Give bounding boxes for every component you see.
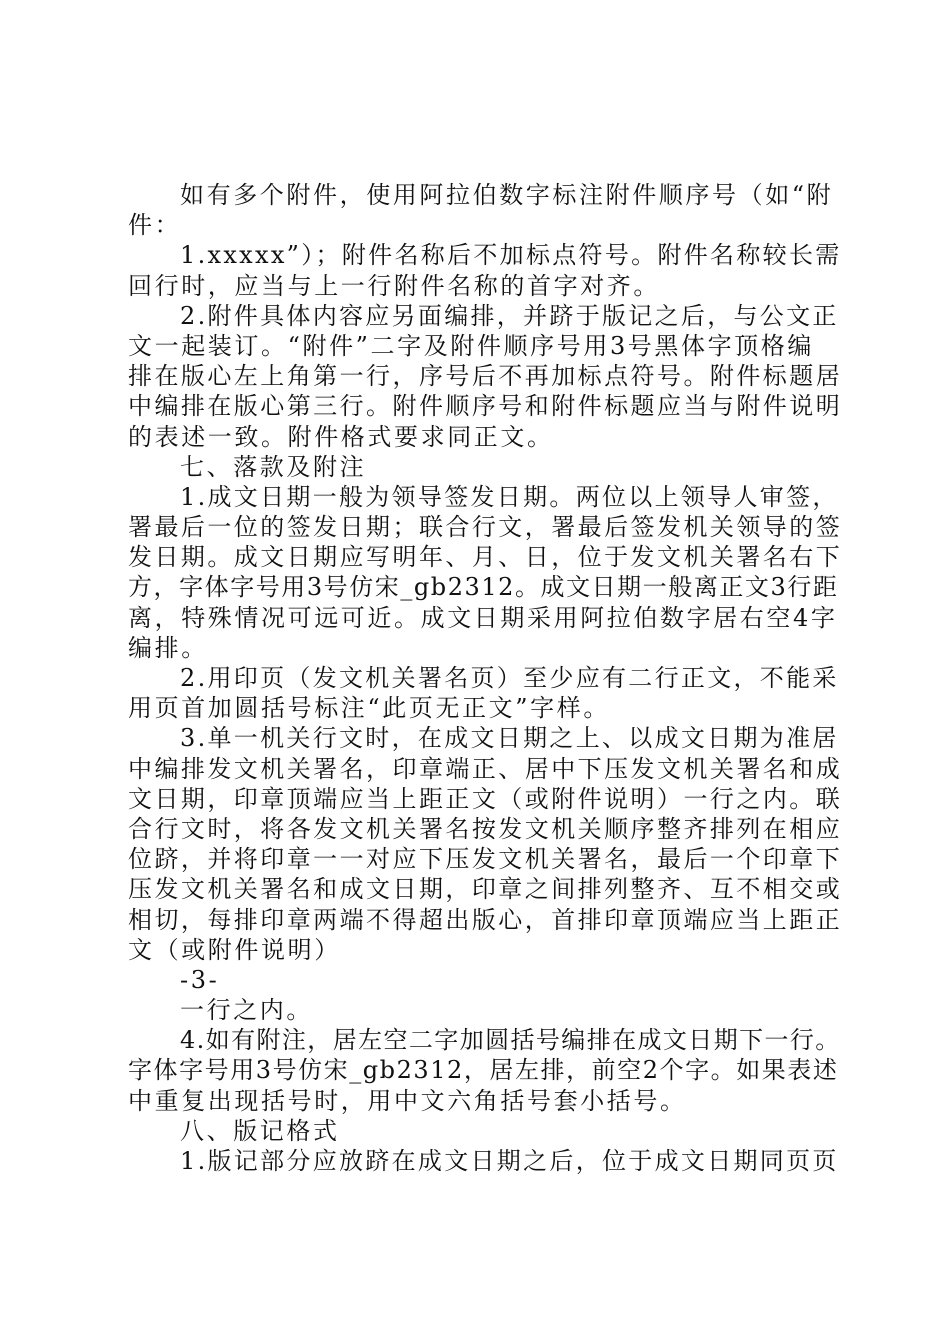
text-line: 文日期，印章顶端应当上距正文（或附件说明）一行之内。联 (128, 784, 843, 813)
text-line: 压发文机关署名和成文日期，印章之间排列整齐、互不相交或 (128, 875, 843, 904)
text-line: 文（或附件说明） (128, 935, 341, 964)
text-line: 2.用印页（发文机关署名页）至少应有二行正文，不能采 (180, 664, 839, 692)
text-line: 八、版记格式 (180, 1116, 340, 1145)
text-line: 排在版心左上角第一行，序号后不再加标点符号。附件标题居 (128, 362, 843, 391)
text-line: 3.单一机关行文时，在成文日期之上、以成文日期为准居 (180, 724, 839, 753)
text-line: 文一起装订。“附件”二字及附件顺序号用3号黑体字顶格编 (128, 331, 815, 360)
text-line: -3- (180, 965, 220, 994)
text-line: 相切，每排印章两端不得超出版心，首排印章顶端应当上距正 (128, 905, 843, 934)
text-line: 一行之内。 (180, 996, 313, 1025)
document-body (128, 180, 842, 1176)
text-line: 方，字体字号用3号仿宋_gb2312。成文日期一般离正文3行距 (128, 573, 839, 602)
text-line: 署最后一位的签发日期；联合行文，署最后签发机关领导的签 (128, 513, 843, 542)
text-line: 合行文时，将各发文机关署名按发文机关顺序整齐排列在相应 (128, 814, 843, 843)
text-line: 位跻，并将印章一一对应下压发文机关署名，最后一个印章下 (128, 845, 843, 874)
text-line: 编排。 (128, 633, 208, 662)
text-line: 中编排发文机关署名，印章端正、居中下压发文机关署名和成 (128, 754, 843, 783)
text-line: 件： (128, 211, 182, 240)
text-line: 4.如有附注，居左空二字加圆括号编排在成文日期下一行。 (180, 1026, 841, 1055)
text-line: 1.成文日期一般为领导签发日期。两位以上领导人审签， (180, 482, 839, 511)
text-line: 的表述一致。附件格式要求同正文。 (128, 422, 554, 451)
text-line: 离，特殊情况可远可近。成文日期采用阿拉伯数字居右空4字 (128, 603, 838, 632)
text-line: 用页首加圆括号标注“此页无正文”字样。 (128, 694, 610, 723)
text-line: 中重复出现括号时，用中文六角括号套小括号。 (128, 1086, 687, 1115)
text-line: 如有多个附件，使用阿拉伯数字标注附件顺序号（如“附 (180, 181, 834, 209)
text-line: 1.xxxxx”）；附件名称后不加标点符号。附件名称较长需 (180, 241, 842, 270)
text-line: 1.版记部分应放跻在成文日期之后，位于成文日期同页页 (180, 1147, 839, 1175)
text-line: 中编排在版心第三行。附件顺序号和附件标题应当与附件说明 (128, 392, 843, 421)
text-line: 字体字号用3号仿宋_gb2312，居左排，前空2个字。如果表述 (128, 1056, 839, 1085)
text-line: 发日期。成文日期应写明年、月、日，位于发文机关署名右下 (128, 543, 843, 572)
text-line: 2.附件具体内容应另面编排，并跻于版记之后，与公文正 (180, 301, 839, 330)
text-line: 七、落款及附注 (180, 452, 367, 481)
text-line: 回行时，应当与上一行附件名称的首字对齐。 (128, 271, 660, 300)
